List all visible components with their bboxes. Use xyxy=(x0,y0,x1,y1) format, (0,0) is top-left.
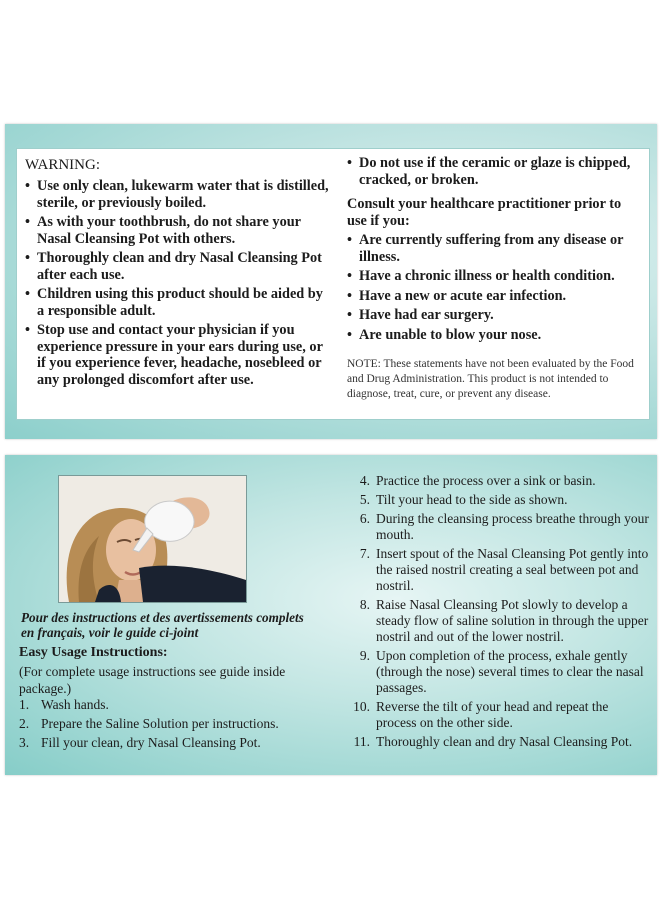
step-number: 8. xyxy=(359,597,370,612)
step-number: 6. xyxy=(359,511,370,526)
warning-panel xyxy=(5,124,657,439)
warning-item: • Children using this product should be aided by a responsible adult. xyxy=(25,286,330,319)
warning-right-column xyxy=(347,155,643,402)
step-text: Prepare the Saline Solution per instructions. xyxy=(41,716,279,731)
step-text: During the cleansing process breathe through your mouth. xyxy=(376,511,649,542)
usage-steps-right xyxy=(338,473,650,750)
step-text: Upon completion of the process, exhale gently (through the nose) several times to clear the nasal passages. xyxy=(376,648,644,695)
usage-right xyxy=(338,473,650,753)
consult-item: • Are unable to blow your nose. xyxy=(347,327,643,344)
usage-left xyxy=(19,645,319,754)
step-item xyxy=(19,716,319,732)
consult-item: • Have a new or acute ear infection. xyxy=(347,288,643,305)
step-item xyxy=(338,511,650,543)
warning-list xyxy=(25,178,330,388)
warning-item: • Use only clean, lukewarm water that is distilled, sterile, or previously boiled. xyxy=(25,178,330,211)
step-text: Insert spout of the Nasal Cleansing Pot gently into the raised nostril creating a seal between pot and nostril. xyxy=(376,546,649,593)
step-text: Practice the process over a sink or basin. xyxy=(376,473,596,488)
step-number: 5. xyxy=(359,492,370,507)
step-number: 11. xyxy=(353,734,370,749)
instructions-panel xyxy=(5,455,657,775)
warning-left-column xyxy=(25,155,330,391)
step-item xyxy=(338,734,650,750)
step-number: 10. xyxy=(353,699,370,714)
step-text: Reverse the tilt of your head and repeat the process on the other side. xyxy=(376,699,609,730)
step-item xyxy=(19,735,319,751)
consult-item: • Are currently suffering from any disease or illness. xyxy=(347,232,643,265)
step-number: 4. xyxy=(359,473,370,488)
usage-photo xyxy=(58,475,247,603)
woman-using-neti-pot-image xyxy=(59,476,246,602)
warning-list-right xyxy=(347,155,643,188)
step-item xyxy=(338,473,650,489)
step-number: 3. xyxy=(19,735,30,750)
step-item xyxy=(338,492,650,508)
consult-list xyxy=(347,232,643,343)
step-item xyxy=(338,699,650,731)
warning-item: • Do not use if the ceramic or glaze is chipped, cracked, or broken. xyxy=(347,155,643,188)
step-text: Thoroughly clean and dry Nasal Cleansing Pot. xyxy=(376,734,633,749)
usage-steps-left xyxy=(19,697,319,751)
consult-heading: Consult your healthcare practitioner prior to use if you: xyxy=(347,196,622,229)
step-number: 1. xyxy=(19,697,30,712)
usage-subtitle: (For complete usage instructions see guide inside package.) xyxy=(19,664,286,696)
consult-item: • Have had ear surgery. xyxy=(347,307,643,324)
step-item xyxy=(338,546,650,594)
warning-box xyxy=(16,148,650,420)
step-text: Tilt your head to the side as shown. xyxy=(376,492,568,507)
step-item xyxy=(338,597,650,645)
step-text: Raise Nasal Cleansing Pot slowly to develop a steady flow of saline solution in through the upper nostril and out of the lower nostril. xyxy=(376,597,649,644)
warning-item: • As with your toothbrush, do not share your Nasal Cleansing Pot with others. xyxy=(25,214,330,247)
step-number: 9. xyxy=(359,648,370,663)
warning-heading: WARNING: xyxy=(25,157,100,173)
usage-title: Easy Usage Instructions: xyxy=(19,645,168,660)
fda-note: NOTE: These statements have not been evaluated by the Food and Drug Administration. This product is not intended to diagnose, treat, cure, or prevent any disease. xyxy=(347,358,634,400)
french-notice: Pour des instructions et des avertissements complets en français, voir le guide ci-joint xyxy=(21,610,304,640)
warning-item: • Stop use and contact your physician if you experience pressure in your ears during use, or if you experience fever, headache, nosebleed or any prolonged discomfort after use. xyxy=(25,322,330,388)
consult-item: • Have a chronic illness or health condition. xyxy=(347,268,643,285)
step-text: Fill your clean, dry Nasal Cleansing Pot. xyxy=(41,735,261,750)
step-item xyxy=(338,648,650,696)
step-number: 2. xyxy=(19,716,30,731)
step-text: Wash hands. xyxy=(41,697,109,712)
warning-item: • Thoroughly clean and dry Nasal Cleansing Pot after each use. xyxy=(25,250,330,283)
step-item xyxy=(19,697,319,713)
step-number: 7. xyxy=(359,546,370,561)
